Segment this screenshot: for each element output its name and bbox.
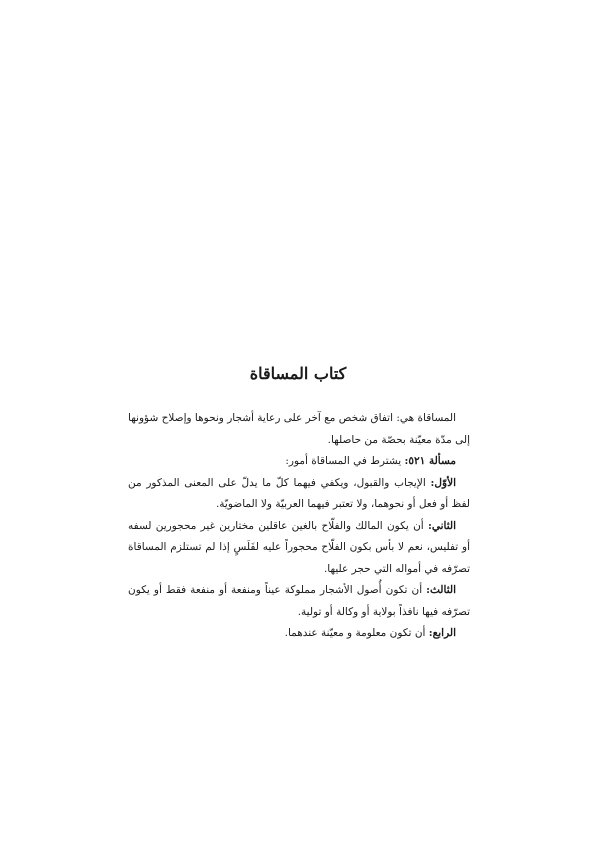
condition-fourth-text: أن تكون معلومة و معيّنة عندهما. (284, 627, 429, 639)
condition-third-text: أن تكون أُصول الأشجار مملوكة عيناً ومنفعة أو منفعة فقط أو يكون تصرّفه فيها نافذاً بولاية أو وكالة أو تولية. (128, 584, 470, 618)
condition-first-paragraph (128, 473, 470, 516)
chapter-title: كتاب المساقاة (249, 364, 347, 383)
condition-third-paragraph (128, 580, 470, 623)
condition-second-paragraph (128, 516, 470, 581)
condition-second-label: الثاني: (427, 519, 456, 532)
issue-text: يشترط في المساقاة أمور: (285, 455, 405, 467)
issue-paragraph (128, 451, 470, 473)
condition-fourth-label: الرابع: (428, 627, 456, 639)
condition-first-label: الأوّل: (430, 476, 456, 489)
body-text (128, 408, 470, 645)
issue-label: مسألة ٥٢١: (404, 455, 456, 467)
definition-paragraph: المساقاة هي: اتفاق شخص مع آخر على رعاية أشجار ونحوها وإصلاح شؤونها إلى مدّة معيّنة بحصّة من حاصلها. (128, 412, 470, 446)
condition-third-label: الثالث: (426, 584, 456, 596)
condition-second-text: أن يكون المالك والفلّاح بالغين عاقلين مختارين غير محجورين لسفه أو تفليس، نعم لا بأس بكون الفلّاح محجوراً عليه لفَلَسٍ إذا لم تستلزم المساقاة تصرّفه في أمواله التي حجر عليها. (128, 519, 470, 575)
condition-first-text: الإيجاب والقبول، ويكفي فيهما كلّ ما يدلّ على المعنى المذكور من لفظ أو فعل أو نحوهما، ولا تعتبر فيهما العربيّة ولا الماضويّة. (128, 476, 470, 510)
condition-fourth-paragraph (128, 623, 470, 645)
